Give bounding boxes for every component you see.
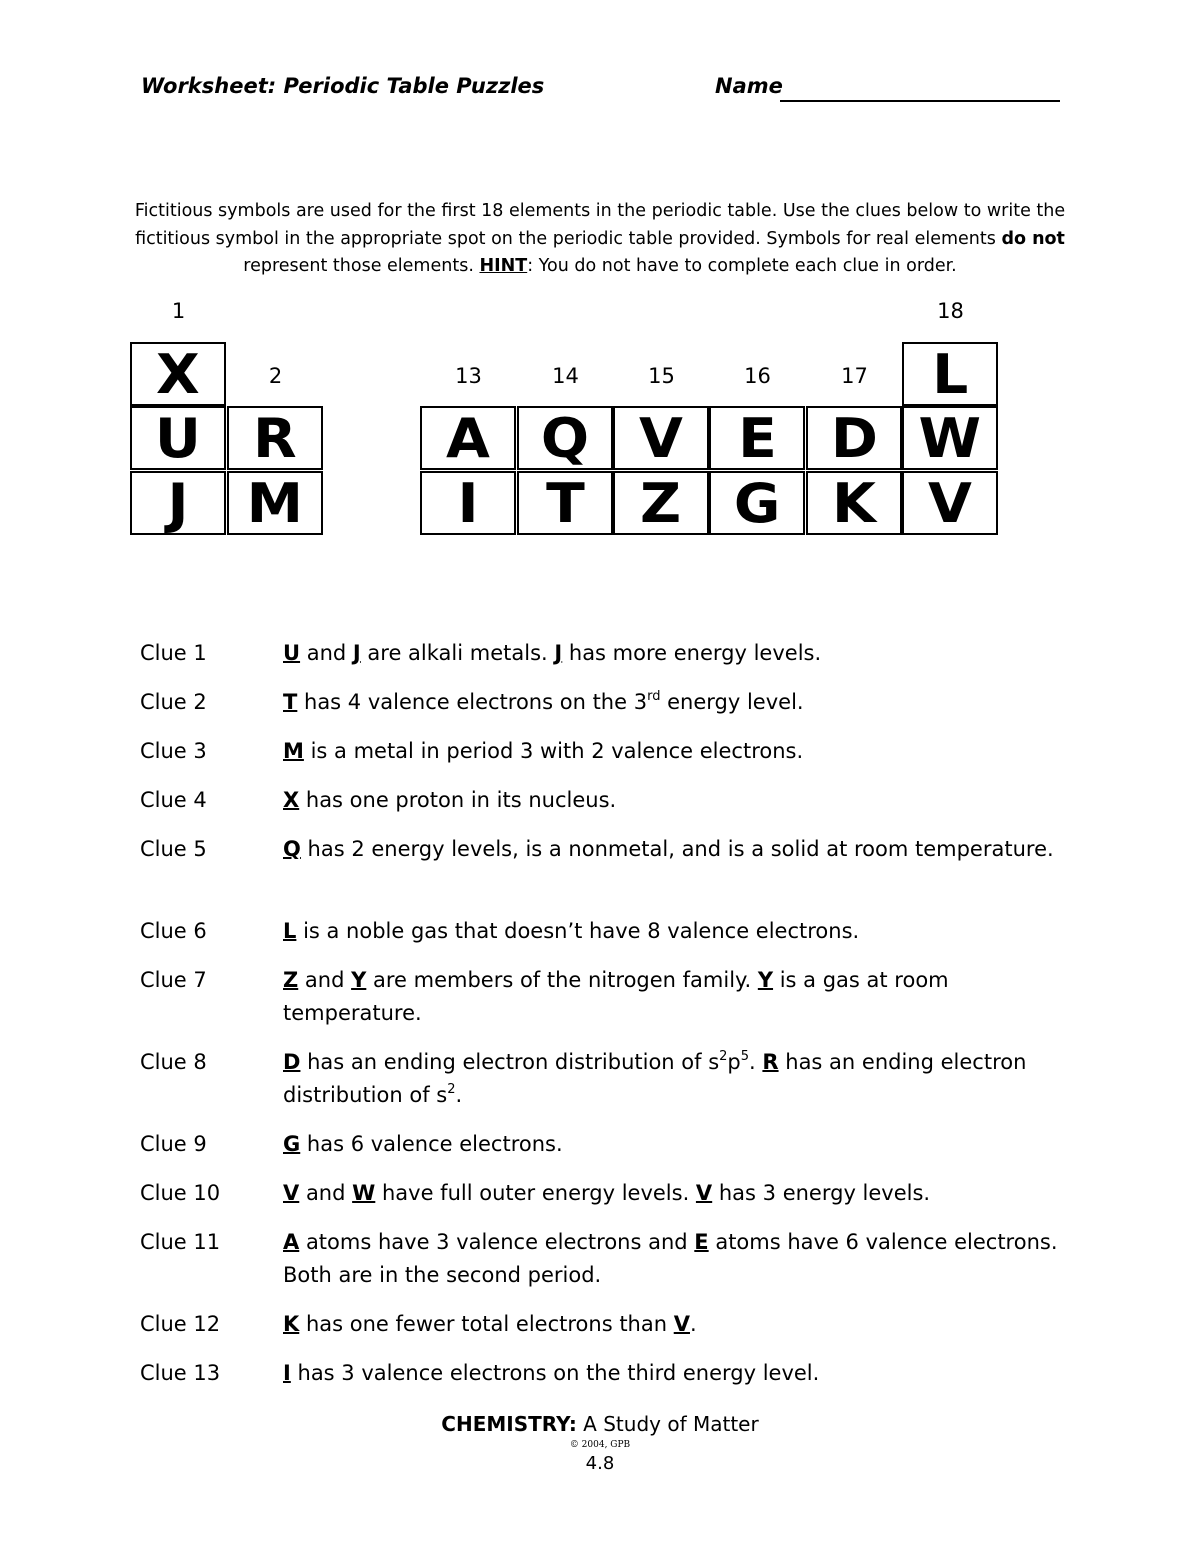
group-number-2: 2 <box>268 364 283 388</box>
group-number-16: 16 <box>744 364 771 388</box>
symbol: Z <box>640 471 682 535</box>
symbol: U <box>154 406 202 470</box>
cell-group18-period3[interactable] <box>902 471 998 535</box>
clue-label: Clue 1 <box>140 641 207 665</box>
name-label: Name <box>715 74 783 98</box>
cell-group17-period3[interactable] <box>806 471 902 535</box>
clue-symbol: D <box>283 1050 301 1074</box>
symbol: X <box>156 342 200 406</box>
symbol: R <box>253 406 297 470</box>
name-blank-line[interactable] <box>780 100 1060 102</box>
book-title-bold: CHEMISTRY: <box>441 1412 577 1436</box>
instructions-bold: do not <box>1001 228 1065 249</box>
clue-symbol: Z <box>283 968 299 992</box>
clue-text: U and J are alkali metals. J has more energy levels. <box>283 641 822 665</box>
instructions-text-3: : You do not have to complete each clue in order. <box>527 256 957 276</box>
clue-symbol: L <box>283 919 297 943</box>
cell-group1-period1[interactable] <box>130 342 226 406</box>
clue-text: Z and Y are members of the nitrogen family. Y is a gas at room temperature. <box>283 968 949 1025</box>
clue-symbol: A <box>283 1230 300 1254</box>
clue-text: K has one fewer total electrons than V. <box>283 1312 697 1336</box>
cell-group18-period1[interactable] <box>902 342 998 406</box>
cell-group17-period2[interactable] <box>806 406 902 470</box>
symbol: E <box>737 406 777 470</box>
instructions-text-1: Fictitious symbols are used for the first 18 elements in the periodic table. Use the clues below to write the fictitious symbol in the appropriate spot on the periodic table provided. Symbols for real elements <box>134 201 1066 249</box>
cell-group16-period2[interactable] <box>709 406 805 470</box>
cell-group18-period2[interactable] <box>902 406 998 470</box>
clue-label: Clue 8 <box>140 1050 207 1074</box>
cell-group15-period2[interactable] <box>613 406 709 470</box>
symbol: L <box>931 342 969 406</box>
clue-symbol: Y <box>757 968 774 992</box>
group-number-18: 18 <box>937 299 964 323</box>
symbol: W <box>918 406 982 470</box>
cell-group16-period3[interactable] <box>709 471 805 535</box>
clue-text: L is a noble gas that doesn’t have 8 valence electrons. <box>283 919 860 943</box>
clue-label: Clue 12 <box>140 1312 221 1336</box>
clue-symbol: V <box>673 1312 690 1336</box>
book-title-rest: A Study of Matter <box>576 1412 759 1436</box>
clue-symbol: R <box>762 1050 779 1074</box>
clue-text: V and W have full outer energy levels. V has 3 energy levels. <box>283 1181 931 1205</box>
group-number-15: 15 <box>648 364 675 388</box>
cell-group2-period2[interactable] <box>227 406 323 470</box>
clue-label: Clue 3 <box>140 739 207 763</box>
clue-label: Clue 10 <box>140 1181 221 1205</box>
cell-group14-period2[interactable] <box>517 406 613 470</box>
clue-text: X has one proton in its nucleus. <box>283 788 617 812</box>
clue-text: G has 6 valence electrons. <box>283 1132 563 1156</box>
clue-symbol: J <box>554 641 563 665</box>
symbol: G <box>733 471 781 535</box>
instructions-text-2: represent those elements. <box>243 256 480 276</box>
clue-symbol: Y <box>351 968 367 992</box>
clue-text: Q has 2 energy levels, is a nonmetal, and is a solid at room temperature. <box>283 837 1054 861</box>
cell-group13-period3[interactable] <box>420 471 516 535</box>
page-number: 4.8 <box>585 1453 615 1474</box>
cell-group1-period3[interactable] <box>130 471 226 535</box>
cell-group2-period3[interactable] <box>227 471 323 535</box>
cell-group14-period3[interactable] <box>517 471 613 535</box>
clue-label: Clue 11 <box>140 1230 221 1254</box>
symbol: M <box>246 471 304 535</box>
clue-symbol: K <box>283 1312 300 1336</box>
cell-group13-period2[interactable] <box>420 406 516 470</box>
clue-label: Clue 2 <box>140 690 207 714</box>
clue-symbol: J <box>352 641 361 665</box>
clue-symbol: U <box>283 641 301 665</box>
symbol: D <box>830 406 878 470</box>
clue-text: A atoms have 3 valence electrons and E atoms have 6 valence electrons. Both are in the second period. <box>283 1230 1058 1287</box>
clue-symbol: V <box>283 1181 300 1205</box>
symbol: T <box>545 471 585 535</box>
symbol: Q <box>540 406 590 470</box>
book-title <box>0 1412 1200 1436</box>
clue-label: Clue 13 <box>140 1361 221 1385</box>
copyright: © 2004, GPB <box>569 1440 631 1450</box>
clue-symbol: I <box>283 1361 291 1385</box>
group-number-13: 13 <box>455 364 482 388</box>
group-number-1: 1 <box>171 299 186 323</box>
clue-label: Clue 9 <box>140 1132 207 1156</box>
group-number-14: 14 <box>552 364 579 388</box>
cell-group15-period3[interactable] <box>613 471 709 535</box>
symbol: K <box>832 471 876 535</box>
group-number-17: 17 <box>841 364 868 388</box>
clue-symbol: X <box>283 788 300 812</box>
clue-symbol: V <box>695 1181 713 1205</box>
symbol: I <box>457 471 479 535</box>
clue-symbol: T <box>283 690 298 714</box>
cell-group1-period2[interactable] <box>130 406 226 470</box>
clue-symbol: Q <box>283 837 301 861</box>
hint-label: HINT <box>479 256 528 276</box>
symbol: V <box>928 471 972 535</box>
clue-symbol: G <box>283 1132 301 1156</box>
clue-label: Clue 5 <box>140 837 207 861</box>
clue-text: D has an ending electron distribution of $s^2p^5$. R has an ending electron distribution of $s^2$. <box>283 1049 1027 1107</box>
clue-symbol: M <box>283 739 304 763</box>
worksheet-title: Worksheet: Periodic Table Puzzles <box>141 74 545 98</box>
instructions <box>128 198 1072 281</box>
symbol: J <box>167 471 189 535</box>
clue-text: T has 4 valence electrons on the 3rd energy level. <box>283 689 804 714</box>
clue-symbol: E <box>694 1230 709 1254</box>
clue-label: Clue 4 <box>140 788 207 812</box>
clue-text: M is a metal in period 3 with 2 valence electrons. <box>283 739 804 763</box>
clue-text: I has 3 valence electrons on the third energy level. <box>283 1361 820 1385</box>
symbol: A <box>446 406 490 470</box>
clue-symbol: W <box>352 1181 376 1205</box>
symbol: V <box>639 406 683 470</box>
clue-label: Clue 7 <box>140 968 207 992</box>
clue-label: Clue 6 <box>140 919 207 943</box>
